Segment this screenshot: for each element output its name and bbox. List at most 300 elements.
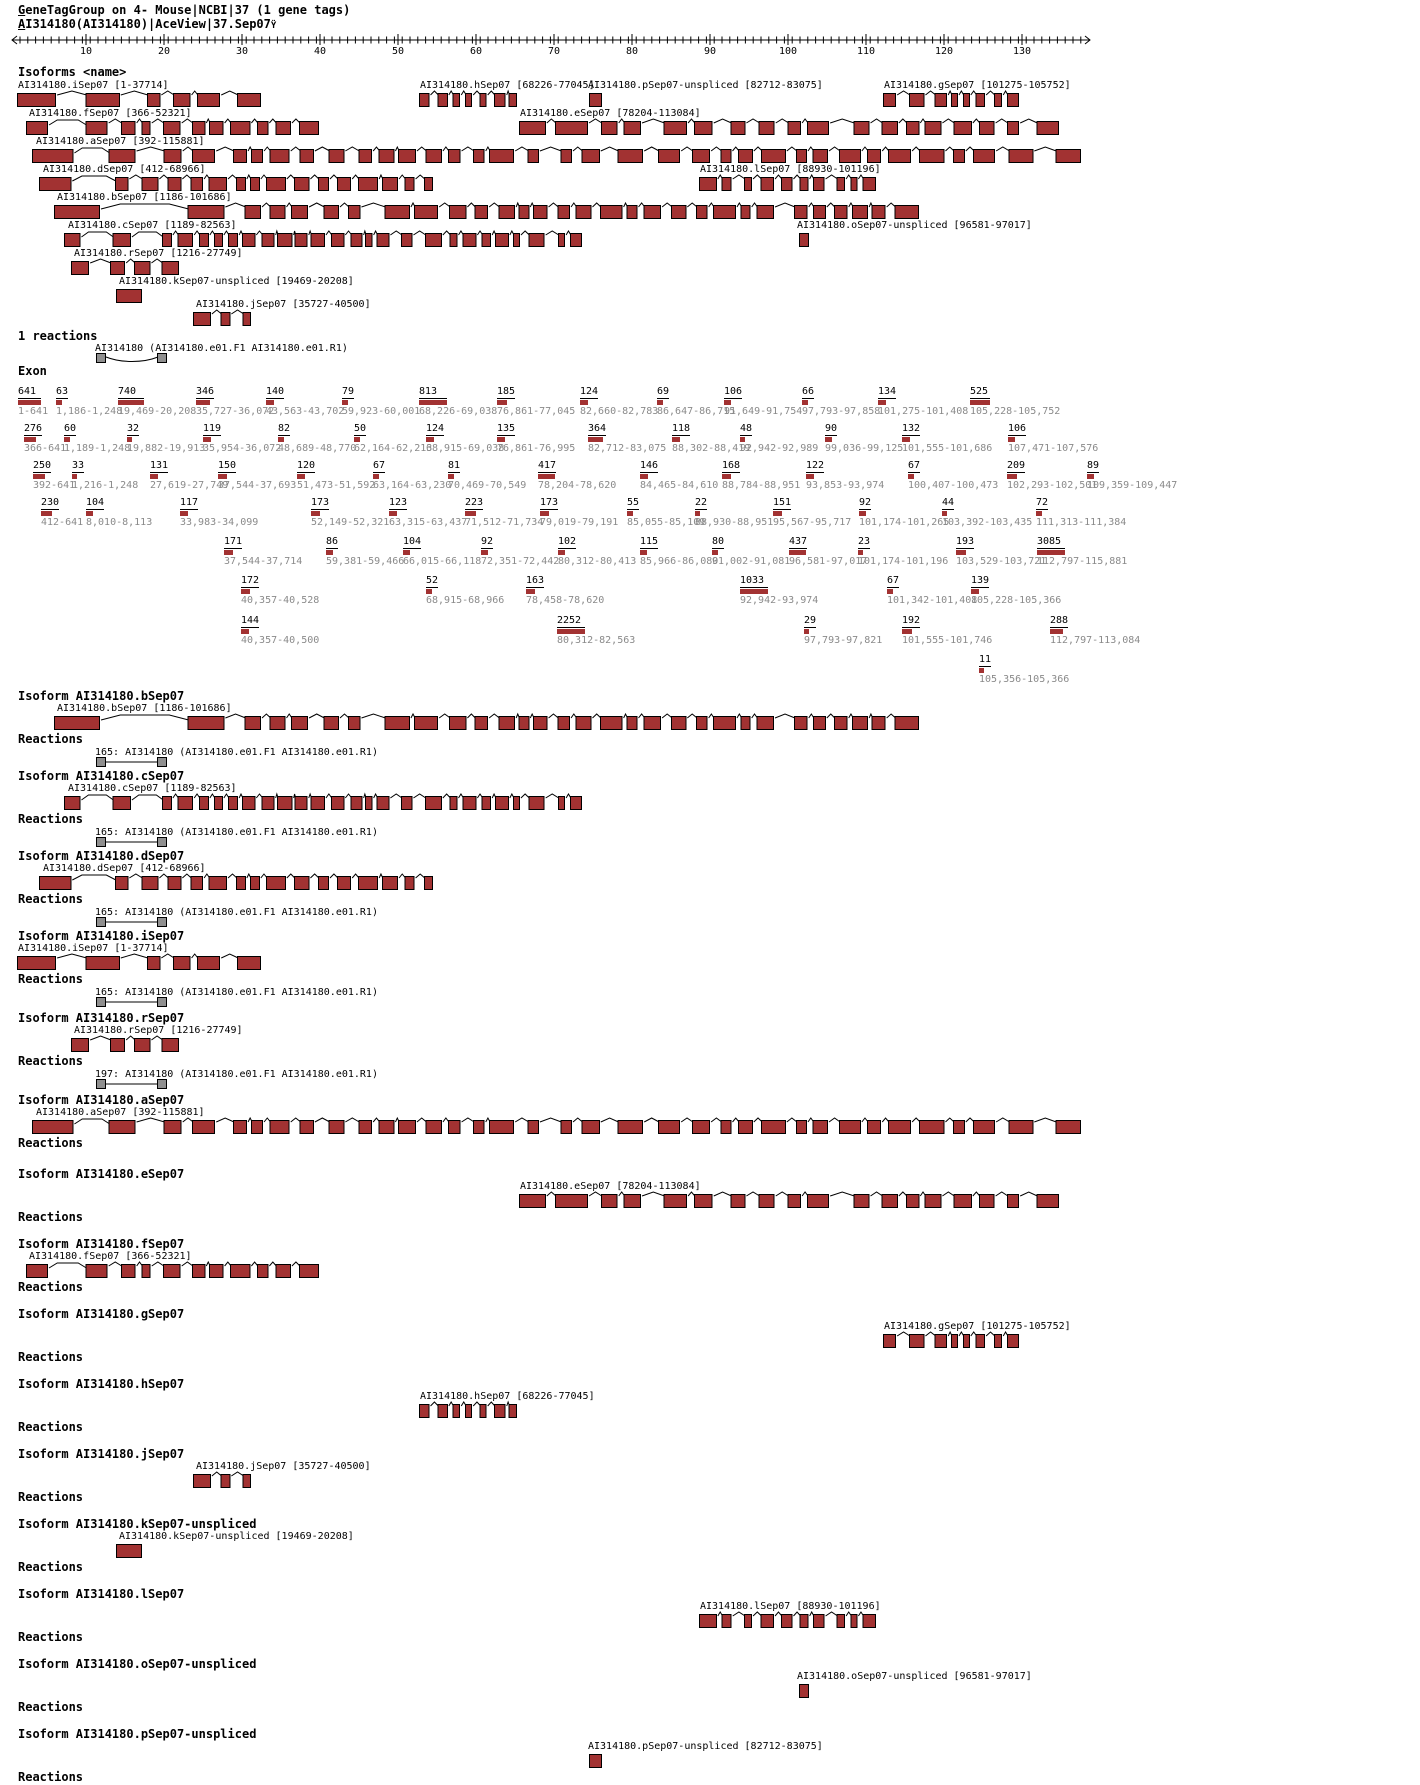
- ruler-tick-label: 80: [625, 46, 639, 57]
- exon-cell[interactable]: [354, 417, 432, 455]
- exon-cell[interactable]: [419, 380, 497, 418]
- isoform-track-lSep07[interactable]: [699, 175, 878, 192]
- reaction-label[interactable]: 165: AI314180 (AI314180.e01.F1 AI314180.e01.R1): [95, 747, 378, 758]
- exon-cell[interactable]: [789, 530, 867, 568]
- exon-bar: [497, 400, 507, 405]
- exon-length: 144: [241, 615, 260, 626]
- exon-cell[interactable]: [389, 491, 467, 529]
- exon-cell[interactable]: [118, 380, 196, 418]
- exon-length: 132: [902, 423, 921, 434]
- reaction-label[interactable]: AI314180 (AI314180.e01.F1 AI314180.e01.R1): [95, 343, 348, 354]
- exon-cell[interactable]: [448, 454, 526, 492]
- exon-cell[interactable]: [497, 380, 575, 418]
- exon-length: 122: [806, 460, 825, 471]
- isoform-track-dSep07[interactable]: [39, 874, 435, 891]
- isoform-track-eSep07[interactable]: [519, 1192, 1061, 1209]
- exon-range: 68,915-68,966: [426, 595, 505, 606]
- exon-range: 33,983-34,099: [180, 517, 259, 528]
- exon-bar: [127, 437, 132, 442]
- exon-cell[interactable]: [24, 417, 66, 455]
- ruler-tick-label: 90: [703, 46, 717, 57]
- isoform-label-pSep07u[interactable]: AI314180.pSep07-unspliced [82712-83075]: [588, 1741, 823, 1752]
- exon-cell[interactable]: [1007, 454, 1100, 492]
- isoform-label-iSep07[interactable]: AI314180.iSep07 [1-37714]: [18, 943, 169, 954]
- isoform-label-lSep07[interactable]: AI314180.lSep07 [88930-101196]: [700, 164, 881, 175]
- exon-length: 135: [497, 423, 516, 434]
- exon-cell[interactable]: [72, 454, 138, 492]
- exon-bar: [712, 550, 718, 555]
- isoform-label-bSep07[interactable]: AI314180.bSep07 [1186-101686]: [57, 192, 232, 203]
- exon-range: 86,647-86,715: [657, 406, 736, 417]
- exon-cell[interactable]: [956, 530, 1046, 568]
- exon-bar: [580, 400, 588, 405]
- isoform-label-gSep07[interactable]: AI314180.gSep07 [101275-105752]: [884, 1321, 1071, 1332]
- exon-length: 3085: [1037, 536, 1065, 549]
- exon-length: 106: [1008, 423, 1027, 434]
- exon-length: 346: [196, 386, 215, 397]
- isoform-track-oSep07u[interactable]: [799, 231, 811, 248]
- exon-cell[interactable]: [241, 609, 319, 647]
- isoform-track-iSep07[interactable]: [17, 954, 263, 971]
- exon-bar: [326, 550, 333, 555]
- isoform-track-kSep07u[interactable]: [116, 1542, 144, 1559]
- isoform-track-gSep07[interactable]: [883, 91, 1021, 108]
- exon-length: 134: [878, 386, 897, 397]
- isoform-track-gSep07[interactable]: [883, 1332, 1021, 1349]
- exon-length: 172: [241, 575, 260, 586]
- exon-cell[interactable]: [557, 609, 635, 647]
- exon-bar: [942, 511, 947, 516]
- exon-range: 112,797-115,881: [1037, 556, 1128, 567]
- isoform-track-bSep07[interactable]: [54, 203, 921, 220]
- reactions-title-rSep07: Reactions: [18, 1054, 84, 1068]
- exon-range: 59,381-59,466: [326, 556, 405, 567]
- reaction-widget[interactable]: [96, 916, 168, 928]
- exon-range: 85,966-86,080: [640, 556, 719, 567]
- title-widget-icon[interactable]: Ÿ: [270, 21, 277, 31]
- section-title-iSep07: Isoform AI314180.iSep07: [18, 929, 185, 943]
- exon-cell[interactable]: [266, 380, 344, 418]
- exon-length: 29: [804, 615, 817, 626]
- exon-bar: [118, 400, 144, 405]
- section-title-gSep07: Isoform AI314180.gSep07: [18, 1307, 185, 1321]
- exon-cell[interactable]: [224, 530, 302, 568]
- exon-cell[interactable]: [902, 417, 992, 455]
- exon-length: 106: [724, 386, 743, 397]
- isoform-label-gSep07[interactable]: AI314180.gSep07 [101275-105752]: [884, 80, 1071, 91]
- isoform-track-hSep07[interactable]: [419, 1402, 519, 1419]
- exon-length: 67: [887, 575, 900, 586]
- exon-length: 52: [426, 575, 439, 586]
- exon-cell[interactable]: [1050, 609, 1140, 647]
- exon-cell[interactable]: [1036, 491, 1126, 529]
- reaction-label[interactable]: 165: AI314180 (AI314180.e01.F1 AI314180.e01.R1): [95, 827, 378, 838]
- isoform-label-bSep07[interactable]: AI314180.bSep07 [1186-101686]: [57, 703, 232, 714]
- exon-length: 250: [33, 460, 52, 471]
- isoform-label-oSep07u[interactable]: AI314180.oSep07-unspliced [96581-97017]: [797, 1671, 1032, 1682]
- exon-bar: [64, 437, 70, 442]
- exon-range: 102,293-102,501: [1007, 480, 1098, 491]
- exon-cell[interactable]: [180, 491, 258, 529]
- exon-cell[interactable]: [627, 491, 708, 529]
- exon-cell[interactable]: [971, 569, 1061, 607]
- exon-range: 95,567-95,717: [773, 517, 852, 528]
- exon-cell[interactable]: [196, 380, 274, 418]
- exon-cell[interactable]: [942, 491, 1032, 529]
- exon-bar: [389, 511, 397, 516]
- exon-cell[interactable]: [802, 380, 880, 418]
- exon-range: 101,555-101,686: [902, 443, 993, 454]
- section-title-rSep07: Isoform AI314180.rSep07: [18, 1011, 185, 1025]
- isoform-track-jSep07[interactable]: [193, 310, 253, 327]
- exon-bar: [426, 437, 434, 442]
- isoform-track-rSep07[interactable]: [71, 1036, 181, 1053]
- isoform-label-hSep07[interactable]: AI314180.hSep07 [68226-77045]: [420, 80, 595, 91]
- gene-title[interactable]: [18, 18, 276, 32]
- exon-bar: [1008, 437, 1015, 442]
- exon-cell[interactable]: [908, 454, 998, 492]
- isoform-track-pSep07u[interactable]: [589, 91, 604, 108]
- exon-range: 99,036-99,125: [825, 443, 904, 454]
- exon-bar: [970, 400, 990, 405]
- title-text: I314180(AI314180)|AceView|37.Sep07: [25, 17, 271, 31]
- isoform-track-kSep07u[interactable]: [116, 287, 144, 304]
- exon-range: 97,793-97,858: [802, 406, 881, 417]
- exon-range: 85,055-85,109: [627, 517, 706, 528]
- isoform-track-cSep07[interactable]: [64, 794, 584, 811]
- isoform-label-oSep07u[interactable]: AI314180.oSep07-unspliced [96581-97017]: [797, 220, 1032, 231]
- exon-cell[interactable]: [465, 491, 543, 529]
- exon-bar: [41, 511, 52, 516]
- isoform-label-eSep07[interactable]: AI314180.eSep07 [78204-113084]: [520, 1181, 701, 1192]
- exon-cell[interactable]: [695, 491, 773, 529]
- exon-range: 40,357-40,500: [241, 635, 320, 646]
- exon-cell[interactable]: [979, 648, 1069, 686]
- section-title-oSep07u: Isoform AI314180.oSep07-unspliced: [18, 1657, 257, 1671]
- exon-range: 82,712-83,075: [588, 443, 667, 454]
- exon-cell[interactable]: [804, 609, 882, 647]
- isoform-label-fSep07[interactable]: AI314180.fSep07 [366-52321]: [29, 1251, 192, 1262]
- exon-range: 19,469-20,208: [118, 406, 197, 417]
- exon-bar: [695, 511, 700, 516]
- exon-cell[interactable]: [41, 491, 83, 529]
- genetaggroup-title[interactable]: [18, 4, 350, 18]
- exon-length: 104: [403, 536, 422, 547]
- exon-cell[interactable]: [970, 380, 1060, 418]
- exon-cell[interactable]: [1008, 417, 1098, 455]
- exon-range: 80,312-82,563: [557, 635, 636, 646]
- exon-range: 70,469-70,549: [448, 480, 527, 491]
- exon-cell[interactable]: [825, 417, 903, 455]
- exon-cell[interactable]: [722, 454, 800, 492]
- exon-cell[interactable]: [373, 454, 451, 492]
- exon-length: 92: [481, 536, 494, 547]
- exon-range: 112,797-113,084: [1050, 635, 1141, 646]
- isoform-track-aSep07[interactable]: [32, 147, 1083, 164]
- exon-range: 43,563-43,702: [266, 406, 345, 417]
- exon-cell[interactable]: [426, 569, 504, 607]
- exon-length: 92: [859, 497, 872, 508]
- isoform-track-eSep07[interactable]: [519, 119, 1061, 136]
- exon-bar: [740, 589, 768, 594]
- exon-range: 52,149-52,321: [311, 517, 390, 528]
- exon-bar: [558, 550, 565, 555]
- exon-cell[interactable]: [724, 380, 802, 418]
- exon-range: 92,942-93,974: [740, 595, 819, 606]
- exon-cell[interactable]: [426, 417, 504, 455]
- exon-cell[interactable]: [858, 530, 948, 568]
- isoform-label-eSep07[interactable]: AI314180.eSep07 [78204-113084]: [520, 108, 701, 119]
- exon-length: 82: [278, 423, 291, 434]
- object-link-underline: G: [18, 3, 26, 17]
- exon-bar: [72, 474, 77, 479]
- isoform-label-jSep07[interactable]: AI314180.jSep07 [35727-40500]: [196, 1461, 371, 1472]
- reaction-label[interactable]: 165: AI314180 (AI314180.e01.F1 AI314180.e01.R1): [95, 907, 378, 918]
- isoform-label-aSep07[interactable]: AI314180.aSep07 [392-115881]: [36, 1107, 205, 1118]
- exon-range: 103,392-103,435: [942, 517, 1033, 528]
- exon-cell[interactable]: [859, 491, 949, 529]
- exon-range: 1-641: [18, 406, 49, 417]
- exon-cell[interactable]: [1087, 454, 1177, 492]
- exon-range: 76,861-76,995: [497, 443, 576, 454]
- isoform-track-rSep07[interactable]: [71, 259, 181, 276]
- exon-cell[interactable]: [878, 380, 968, 418]
- exon-length: 120: [297, 460, 316, 471]
- exon-cell[interactable]: [558, 530, 636, 568]
- exon-bar: [902, 437, 910, 442]
- exon-range: 96,581-97,017: [789, 556, 868, 567]
- exon-cell[interactable]: [203, 417, 281, 455]
- isoform-label-kSep07u[interactable]: AI314180.kSep07-unspliced [19469-20208]: [119, 1531, 354, 1542]
- isoform-label-fSep07[interactable]: AI314180.fSep07 [366-52321]: [29, 108, 192, 119]
- exon-length: 67: [908, 460, 921, 471]
- exon-range: 63,315-63,437: [389, 517, 468, 528]
- exon-cell[interactable]: [526, 569, 604, 607]
- exon-length: 60: [64, 423, 77, 434]
- ruler-tick-label: 110: [856, 46, 876, 57]
- exon-length: 67: [373, 460, 386, 471]
- reaction-widget[interactable]: [96, 996, 168, 1008]
- exon-bar: [354, 437, 360, 442]
- exon-cell[interactable]: [588, 417, 666, 455]
- exon-range: 84,465-84,610: [640, 480, 719, 491]
- reactions-count-title: 1 reactions: [18, 329, 98, 343]
- exon-range: 88,930-88,951: [695, 517, 774, 528]
- exon-range: 105,228-105,752: [970, 406, 1061, 417]
- exon-cell[interactable]: [740, 417, 818, 455]
- exon-bar: [180, 511, 188, 516]
- exon-length: 151: [773, 497, 792, 508]
- exon-cell[interactable]: [640, 530, 718, 568]
- exon-length: 69: [657, 386, 670, 397]
- reaction-widget[interactable]: [96, 756, 168, 768]
- exon-cell[interactable]: [1037, 530, 1127, 568]
- exon-cell[interactable]: [311, 491, 389, 529]
- isoform-label-rSep07[interactable]: AI314180.rSep07 [1216-27749]: [74, 248, 243, 259]
- exon-length: 288: [1050, 615, 1069, 626]
- isoform-track-lSep07[interactable]: [699, 1612, 878, 1629]
- exon-range: 366-641: [24, 443, 67, 454]
- section-title-cSep07: Isoform AI314180.cSep07: [18, 769, 185, 783]
- exon-cell[interactable]: [150, 454, 228, 492]
- reactions-title-fSep07: Reactions: [18, 1280, 84, 1294]
- exon-length: 86: [326, 536, 339, 547]
- exon-bar: [241, 589, 250, 594]
- exon-length: 223: [465, 497, 484, 508]
- reaction-widget[interactable]: [96, 1078, 168, 1090]
- exon-cell[interactable]: [218, 454, 296, 492]
- exon-cell[interactable]: [86, 491, 152, 529]
- exon-cell[interactable]: [773, 491, 851, 529]
- exon-cell[interactable]: [712, 530, 790, 568]
- exon-cell[interactable]: [672, 417, 753, 455]
- exon-length: 813: [419, 386, 447, 399]
- exon-bar: [481, 550, 488, 555]
- object-link-underline: A: [18, 17, 26, 31]
- exon-cell[interactable]: [806, 454, 884, 492]
- isoform-track-iSep07[interactable]: [17, 91, 263, 108]
- reactions-title-jSep07: Reactions: [18, 1490, 84, 1504]
- isoform-label-hSep07[interactable]: AI314180.hSep07 [68226-77045]: [420, 1391, 595, 1402]
- exon-bar: [557, 629, 585, 634]
- exon-bar: [773, 511, 782, 516]
- exon-range: 8,010-8,113: [86, 517, 153, 528]
- isoform-label-rSep07[interactable]: AI314180.rSep07 [1216-27749]: [74, 1025, 243, 1036]
- exon-cell[interactable]: [56, 380, 122, 418]
- exon-cell[interactable]: [540, 491, 618, 529]
- position-ruler[interactable]: [8, 32, 1108, 56]
- isoforms-section-title: Isoforms <name>: [18, 65, 127, 79]
- isoform-label-iSep07[interactable]: AI314180.iSep07 [1-37714]: [18, 80, 169, 91]
- isoform-label-dSep07[interactable]: AI314180.dSep07 [412-68966]: [43, 863, 206, 874]
- exon-length: 168: [722, 460, 741, 471]
- exon-cell[interactable]: [127, 417, 205, 455]
- exon-length: 740: [118, 386, 144, 399]
- exon-length: 276: [24, 423, 43, 434]
- exon-length: 48: [740, 423, 753, 434]
- reaction-widget[interactable]: [96, 836, 168, 848]
- exon-length: 123: [389, 497, 408, 508]
- exon-cell[interactable]: [64, 417, 130, 455]
- section-title-dSep07: Isoform AI314180.dSep07: [18, 849, 185, 863]
- isoform-track-dSep07[interactable]: [39, 175, 435, 192]
- section-title-jSep07: Isoform AI314180.jSep07: [18, 1447, 185, 1461]
- exon-cell[interactable]: [342, 380, 420, 418]
- exon-cell[interactable]: [902, 609, 992, 647]
- exon-bar: [789, 550, 806, 555]
- exon-cell[interactable]: [18, 380, 48, 418]
- reaction-widget[interactable]: [96, 352, 168, 364]
- exon-bar: [956, 550, 966, 555]
- exon-length: 55: [627, 497, 640, 508]
- exon-bar: [971, 589, 979, 594]
- exon-bar: [722, 474, 731, 479]
- exon-length: 32: [127, 423, 140, 434]
- isoform-track-hSep07[interactable]: [419, 91, 519, 108]
- exon-bar: [203, 437, 211, 442]
- exon-cell[interactable]: [278, 417, 356, 455]
- exon-range: 91,002-91,081: [712, 556, 791, 567]
- exon-range: 1,186-1,248: [56, 406, 123, 417]
- isoform-track-fSep07[interactable]: [26, 1262, 321, 1279]
- exon-cell[interactable]: [481, 530, 559, 568]
- exon-cell[interactable]: [403, 530, 481, 568]
- exon-bar: [1050, 629, 1063, 634]
- exon-length: 81: [448, 460, 461, 471]
- isoform-label-lSep07[interactable]: AI314180.lSep07 [88930-101196]: [700, 1601, 881, 1612]
- exon-cell[interactable]: [640, 454, 718, 492]
- exon-cell[interactable]: [580, 380, 658, 418]
- exon-range: 37,544-37,693: [218, 480, 297, 491]
- exon-cell[interactable]: [326, 530, 404, 568]
- exon-range: 79,019-79,191: [540, 517, 619, 528]
- isoform-track-pSep07u[interactable]: [589, 1752, 604, 1769]
- exon-range: 27,619-27,749: [150, 480, 229, 491]
- exon-cell[interactable]: [33, 454, 75, 492]
- exon-bar: [908, 474, 914, 479]
- isoform-label-aSep07[interactable]: AI314180.aSep07 [392-115881]: [36, 136, 205, 147]
- exon-range: 1,189-1,248: [64, 443, 131, 454]
- exon-length: 171: [224, 536, 243, 547]
- exon-range: 392-641: [33, 480, 76, 491]
- exon-range: 412-641: [41, 517, 84, 528]
- isoform-label-cSep07[interactable]: AI314180.cSep07 [1189-82563]: [68, 220, 237, 231]
- reactions-title-pSep07u: Reactions: [18, 1770, 84, 1784]
- exon-cell[interactable]: [297, 454, 375, 492]
- reactions-title-lSep07: Reactions: [18, 1630, 84, 1644]
- exon-cell[interactable]: [497, 417, 575, 455]
- isoform-track-bSep07[interactable]: [54, 714, 921, 731]
- isoform-track-oSep07u[interactable]: [799, 1682, 811, 1699]
- reaction-label[interactable]: 165: AI314180 (AI314180.e01.F1 AI314180.e01.R1): [95, 987, 378, 998]
- exon-cell[interactable]: [241, 569, 319, 607]
- isoform-label-cSep07[interactable]: AI314180.cSep07 [1189-82563]: [68, 783, 237, 794]
- exon-range: 101,342-101,408: [887, 595, 978, 606]
- exon-bar: [859, 511, 866, 516]
- exon-bar: [858, 550, 863, 555]
- exon-length: 124: [426, 423, 445, 434]
- exon-cell[interactable]: [538, 454, 616, 492]
- exon-bar: [1007, 474, 1017, 479]
- isoform-track-cSep07[interactable]: [64, 231, 584, 248]
- ruler-tick-label: 10: [79, 46, 93, 57]
- ruler-tick-label: 120: [934, 46, 954, 57]
- isoform-label-dSep07[interactable]: AI314180.dSep07 [412-68966]: [43, 164, 206, 175]
- isoform-track-jSep07[interactable]: [193, 1472, 253, 1489]
- exon-bar: [196, 400, 210, 405]
- reaction-label[interactable]: 197: AI314180 (AI314180.e01.F1 AI314180.e01.R1): [95, 1069, 378, 1080]
- exon-length: 140: [266, 386, 285, 397]
- exon-length: 104: [86, 497, 105, 508]
- exon-bar: [538, 474, 555, 479]
- isoform-label-pSep07u[interactable]: AI314180.pSep07-unspliced [82712-83075]: [588, 80, 823, 91]
- exon-cell[interactable]: [887, 569, 977, 607]
- exon-range: 101,555-101,746: [902, 635, 993, 646]
- isoform-track-aSep07[interactable]: [32, 1118, 1083, 1135]
- exon-range: 88,302-88,419: [672, 443, 751, 454]
- reactions-title-aSep07: Reactions: [18, 1136, 84, 1150]
- isoform-track-fSep07[interactable]: [26, 119, 321, 136]
- isoform-label-kSep07u[interactable]: AI314180.kSep07-unspliced [19469-20208]: [119, 276, 354, 287]
- exon-length: 89: [1087, 460, 1100, 471]
- exon-range: 76,861-77,045: [497, 406, 576, 417]
- isoform-label-jSep07[interactable]: AI314180.jSep07 [35727-40500]: [196, 299, 371, 310]
- exon-length: 124: [580, 386, 599, 397]
- exon-range: 40,357-40,528: [241, 595, 320, 606]
- ruler-tick-label: 30: [235, 46, 249, 57]
- exon-cell[interactable]: [740, 569, 818, 607]
- exon-range: 105,228-105,366: [971, 595, 1062, 606]
